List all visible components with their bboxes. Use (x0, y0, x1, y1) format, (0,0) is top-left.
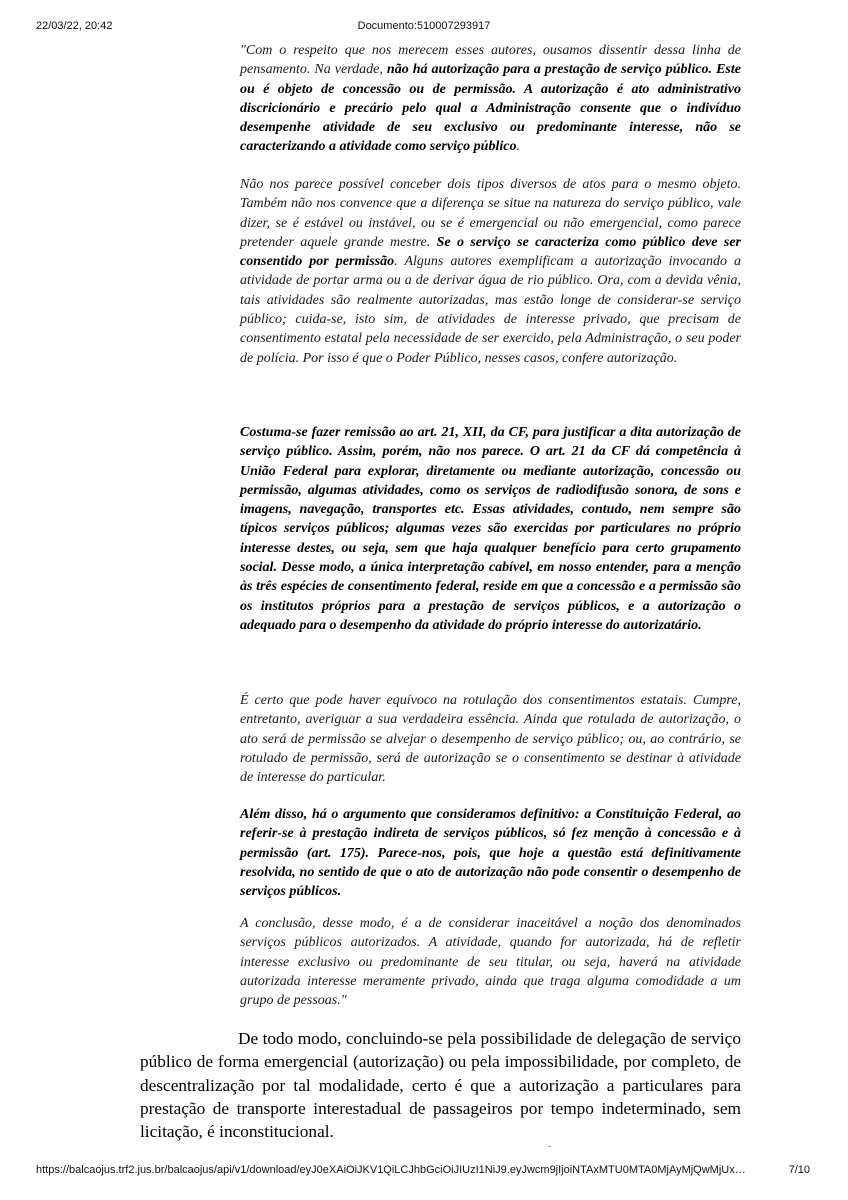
text-run: "Com o respeito que nos merecem esses autores, ousamos dissentir dessa linha de pensamento. Na verdade, (240, 43, 741, 78)
text-run: É certo que pode haver equívoco na rotulação dos consentimentos estatais. Cumpre, entretanto, averiguar a sua verdadeira essência. Ainda que rotulada de autorização, o ato será de permissão se alvejar o desempenho de serviço público; ou, ao contrário, se rotulado de permissão, será de autorização se o consentimento se destinar à atividade de interesse do particular. (240, 693, 741, 786)
quote-paragraph-4 (240, 691, 741, 787)
text-run: . Alguns autores exemplificam a autorização invocando a atividade de portar arma ou a de derivar água de rio público. Ora, com a devida vênia, tais atividades são realmente autorizadas, mas estão longe de considerar-se serviço público; cuida-se, isto sim, de atividades de interesse privado, que precisam de consentimento estatal pela necessidade de ser exercido, pela Administração, o seu poder de polícia. Por isso é que o Poder Público, nesses casos, confere autorização. (240, 254, 742, 366)
bold-text-run: não há autorização para a prestação de serviço público. Este ou é objeto de concessão ou de permissão. A autorização é ato administrativo discricionário e precário pelo qual a Administração consente que o indivíduo desempenhe atividade de seu exclusivo ou predominante interesse, não se caracterizando a atividade como serviço público (240, 62, 741, 155)
text-run: A conclusão, desse modo, é a de considerar inaceitável a noção dos denominados serviços públicos autorizados. A atividade, quando for autorizada, há de refletir interesse exclusivo ou predominante de seu titular, ou seja, haverá na atividade autorizada interesse meramente privado, ainda que traga alguma comodidade a um grupo de pessoas." (240, 916, 741, 1009)
page-number: 7/10 (788, 1164, 810, 1176)
text-run: Não nos parece possível conceber dois tipos diversos de atos para o mesmo objeto. Também não nos convence que a diferença se situe na natureza do serviço público, vale dizer, se é estável ou instável, ou se é emergencial ou não emergencial, como parece pretender aquele grande mestre. (240, 177, 741, 250)
text-run: . (516, 139, 520, 155)
footer-url: https://balcaojus.trf2.jus.br/balcaojus/api/v1/download/eyJ0eXAiOiJKV1QiLCJhbGciOiJIUzI1NiJ9.eyJwcm9jIjoiNTAxMTU0MTA0MjAyMjQwMjUx… (36, 1164, 746, 1176)
quote-paragraph-3 (240, 423, 741, 635)
body-paragraph: De todo modo, concluindo-se pela possibilidade de delegação de serviço público de forma emergencial (autorização) ou pela impossibilidade, por completo, de descentralização por tal modalidade, certo é que a autorização a particulares para prestação de transporte interestadual de passageiros por tempo indeterminado, sem licitação, é inconstitucional. (140, 1029, 741, 1142)
quote-paragraph-2 (240, 175, 741, 368)
quote-paragraph-1 (240, 41, 741, 157)
bold-text-run: Além disso, há o argumento que consideramos definitivo: a Constituição Federal, ao referir-se à prestação indireta de serviços públicos, só fez menção à concessão e à permissão (art. 175). Parece-nos, pois, que hoje a questão está definitivamente resolvida, no sentido de que o ato de autorização não pode consentir o desempenho de serviços públicos. (240, 807, 741, 900)
page-tick-mark: - (548, 1141, 551, 1151)
bold-text-run: Costuma-se fazer remissão ao art. 21, XII, da CF, para justificar a dita autorização de serviço público. Assim, porém, não nos parece. O art. 21 da CF dá competência à União Federal para explorar, diretamente ou mediante autorização, concessão ou permissão, algumas atividades, como os serviços de radiodifusão sonora, de sons e imagens, navegação, transportes etc. Essas atividades, contudo, nem sempre são típicos serviços públicos; algumas vezes são exercidas por particulares no próprio interesse destes, ou seja, sem que haja qualquer benefício para certo grupamento social. Desse modo, a única interpretação cabível, em nosso entender, para a menção às três espécies de consentimento federal, reside em que a concessão e a permissão são os institutos próprios para a prestação de serviços públicos, e a autorização o adequado para o desempenho da atividade do próprio interesse do autorizatário. (240, 425, 741, 633)
quote-paragraph-6 (240, 914, 741, 1010)
document-id: Documento:510007293917 (357, 20, 491, 32)
quote-paragraph-5 (240, 805, 741, 901)
bold-text-run: Se o serviço se caracteriza como público deve ser consentido por permissão (240, 234, 741, 270)
print-datetime: 22/03/22, 20:42 (36, 20, 113, 32)
